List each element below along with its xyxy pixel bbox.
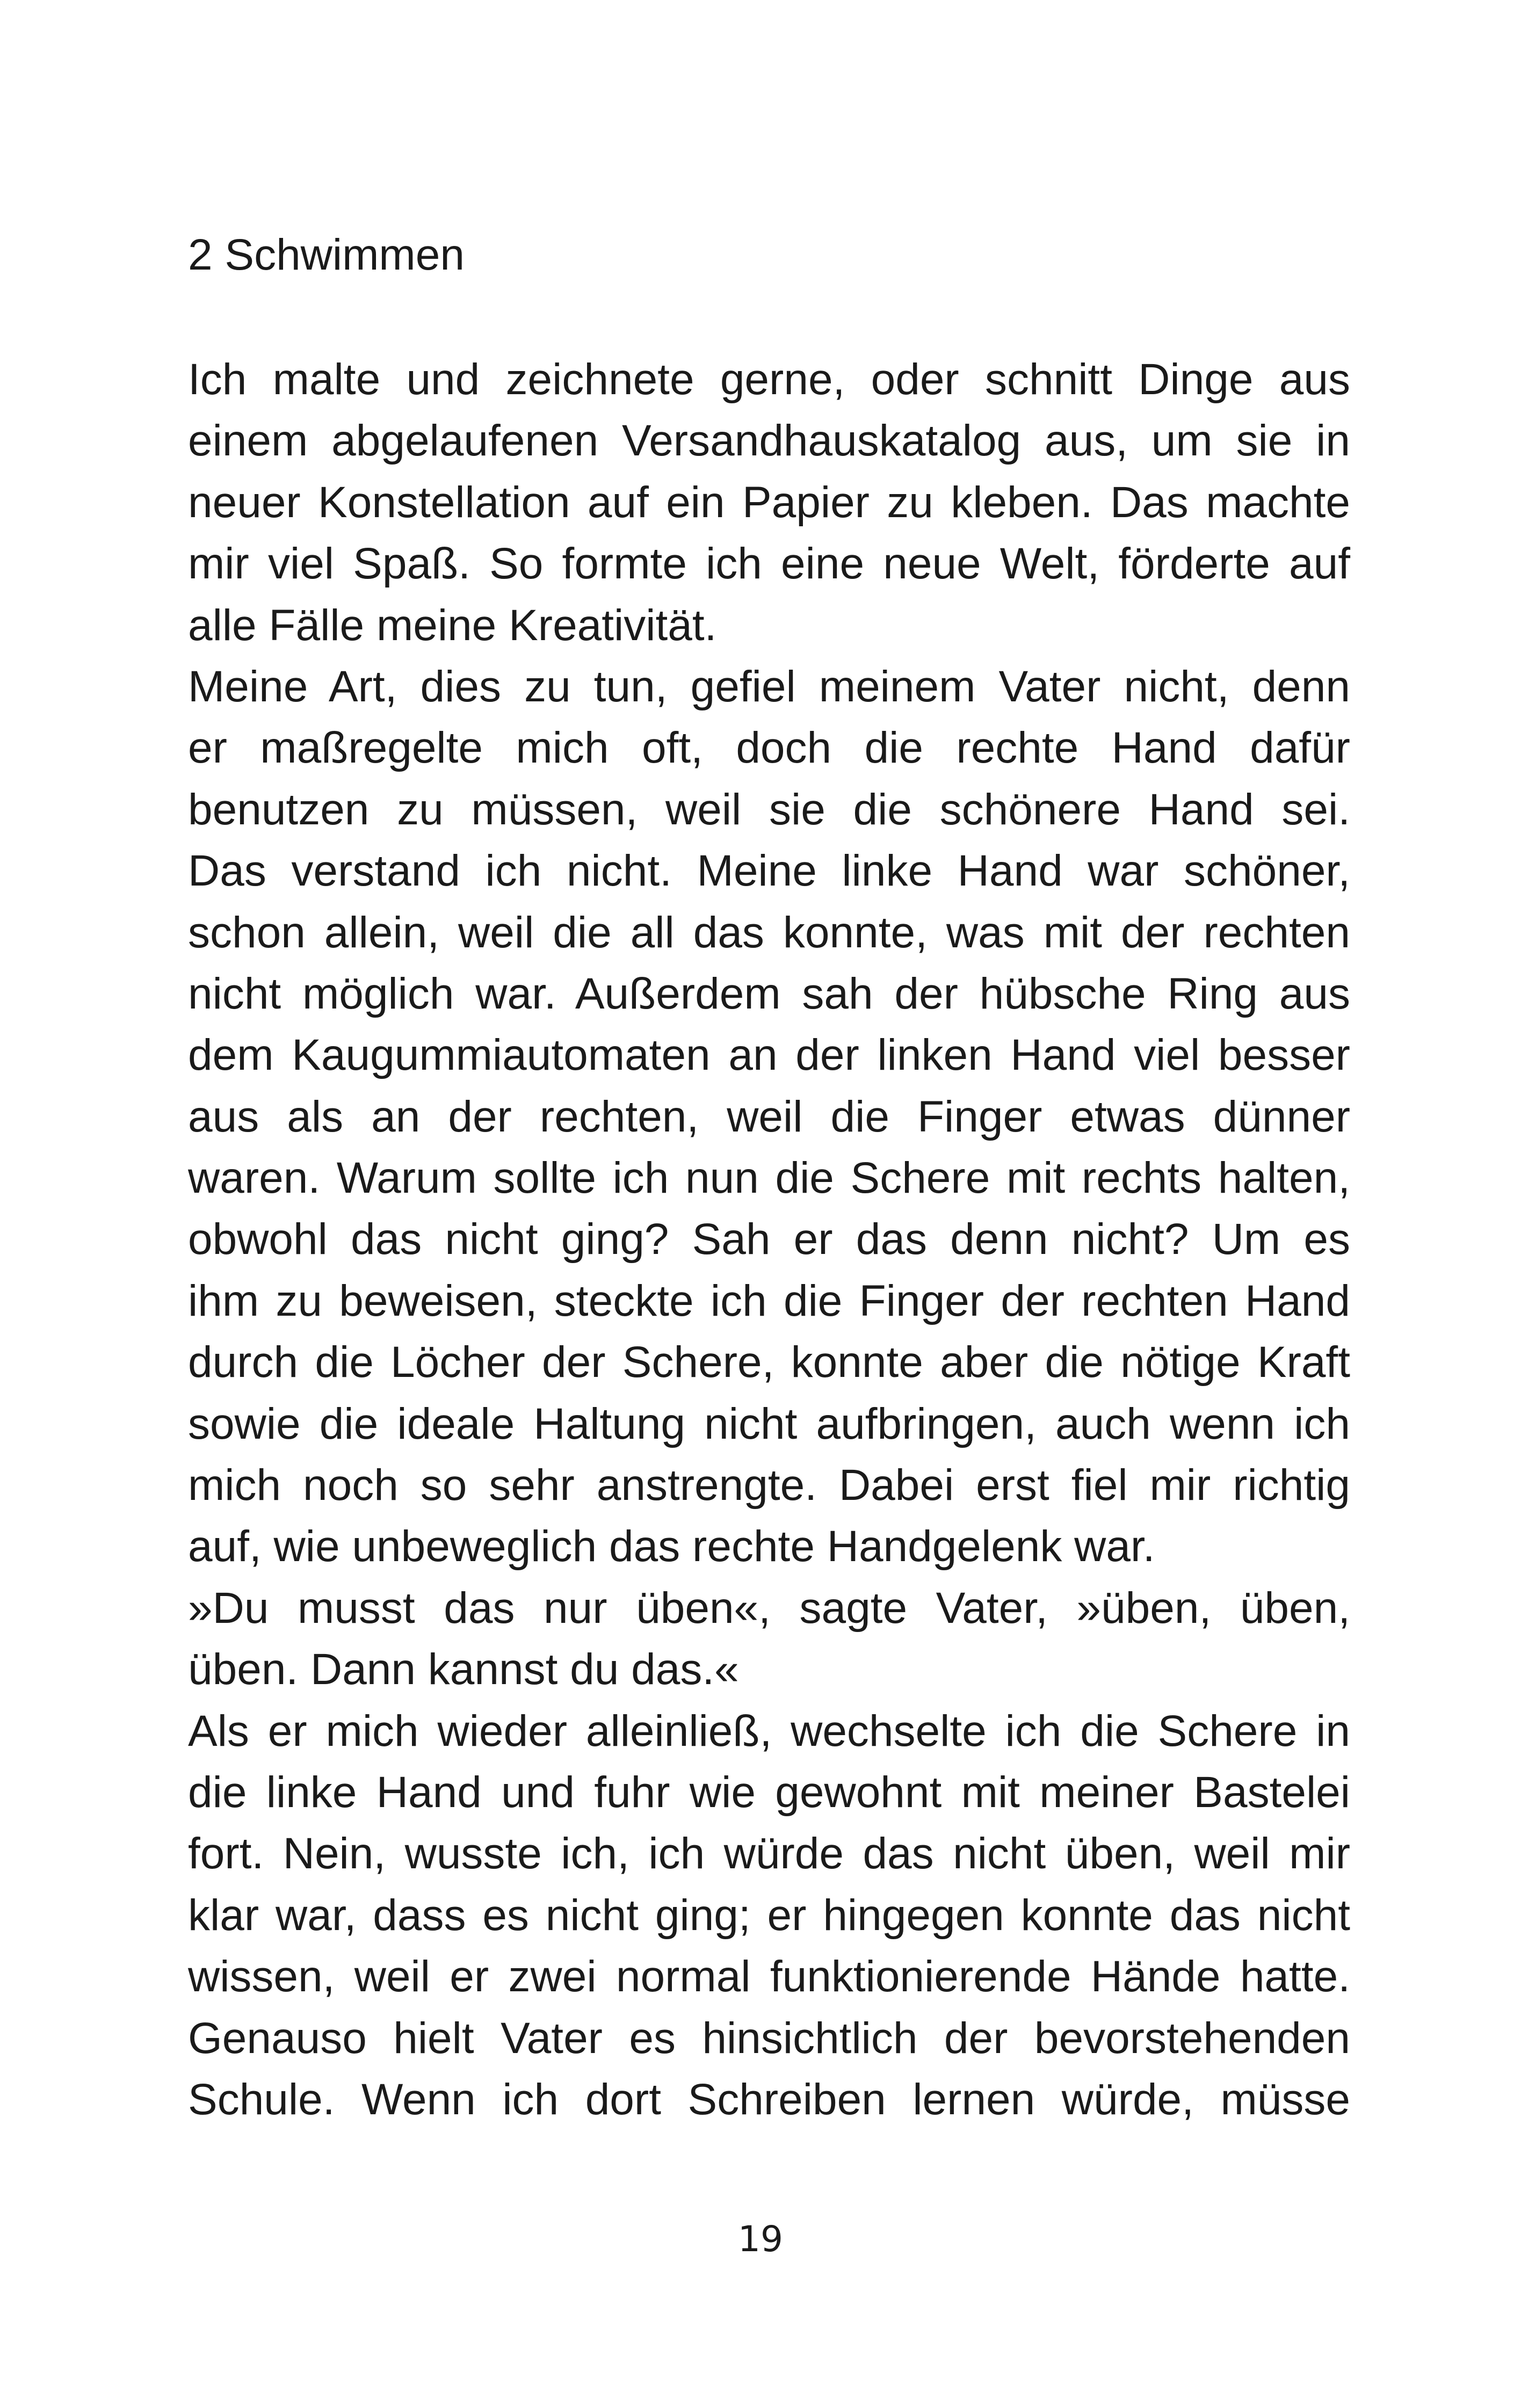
paragraph	[188, 1701, 1350, 2131]
text-line: klar war, dass es nicht ging; er hingegen konnte das nicht	[188, 1890, 1350, 1940]
paragraph	[188, 349, 1350, 656]
chapter-heading: 2 Schwimmen	[188, 230, 465, 279]
text-line: wissen, weil er zwei normal funktionierende Hände hatte.	[188, 1952, 1350, 2001]
text-line: ihm zu beweisen, steckte ich die Finger der rechten Hand	[188, 1276, 1350, 1325]
text-line: dem Kaugummiautomaten an der linken Hand viel besser	[188, 1031, 1350, 1080]
text-line: Als er mich wieder alleinließ, wechselte ich die Schere in	[188, 1706, 1350, 1756]
text-line: Genauso hielt Vater es hinsichtlich der bevorstehenden	[188, 2013, 1350, 2063]
text-line: aus als an der rechten, weil die Finger etwas dünner	[188, 1092, 1350, 1141]
text-line: sowie die ideale Haltung nicht aufbringen, auch wenn ich	[188, 1399, 1350, 1448]
text-line: Schule. Wenn ich dort Schreiben lernen würde, müsse	[188, 2075, 1350, 2124]
text-line: nicht möglich war. Außerdem sah der hübsche Ring aus	[188, 969, 1350, 1018]
body-text	[188, 349, 1350, 2130]
text-line: die linke Hand und fuhr wie gewohnt mit meiner Bastelei	[188, 1767, 1350, 1817]
page-number: 19	[738, 2218, 783, 2260]
text-line: Ich malte und zeichnete gerne, oder schnitt Dinge aus	[188, 355, 1350, 404]
text-line: Meine Art, dies zu tun, gefiel meinem Vater nicht, denn	[188, 662, 1350, 711]
paragraph	[188, 656, 1350, 1578]
text-line: mich noch so sehr anstrengte. Dabei erst fiel mir richtig	[188, 1461, 1350, 1510]
text-line: neuer Konstellation auf ein Papier zu kleben. Das machte	[188, 477, 1350, 527]
text-line: mir viel Spaß. So formte ich eine neue Welt, förderte auf	[188, 539, 1350, 589]
text-line: »Du musst das nur üben«, sagte Vater, »üben, üben,	[188, 1583, 1350, 1633]
text-line: obwohl das nicht ging? Sah er das denn nicht? Um es	[188, 1215, 1350, 1264]
text-line: er maßregelte mich oft, doch die rechte Hand dafür	[188, 723, 1350, 773]
text-line: alle Fälle meine Kreativität.	[188, 600, 717, 650]
text-line: fort. Nein, wusste ich, ich würde das nicht üben, weil mir	[188, 1829, 1350, 1878]
text-line: durch die Löcher der Schere, konnte aber die nötige Kraft	[188, 1338, 1350, 1387]
paragraph	[188, 1578, 1350, 1701]
text-line: benutzen zu müssen, weil sie die schönere Hand sei.	[188, 785, 1350, 834]
text-line: auf, wie unbeweglich das rechte Handgelenk war.	[188, 1522, 1155, 1571]
text-line: Das verstand ich nicht. Meine linke Hand war schöner,	[188, 846, 1350, 896]
text-line: waren. Warum sollte ich nun die Schere mit rechts halten,	[188, 1154, 1350, 1203]
text-line: üben. Dann kannst du das.«	[188, 1645, 739, 1694]
text-line: einem abgelaufenen Versandhauskatalog aus, um sie in	[188, 416, 1350, 466]
text-line: schon allein, weil die all das konnte, was mit der rechten	[188, 908, 1350, 957]
